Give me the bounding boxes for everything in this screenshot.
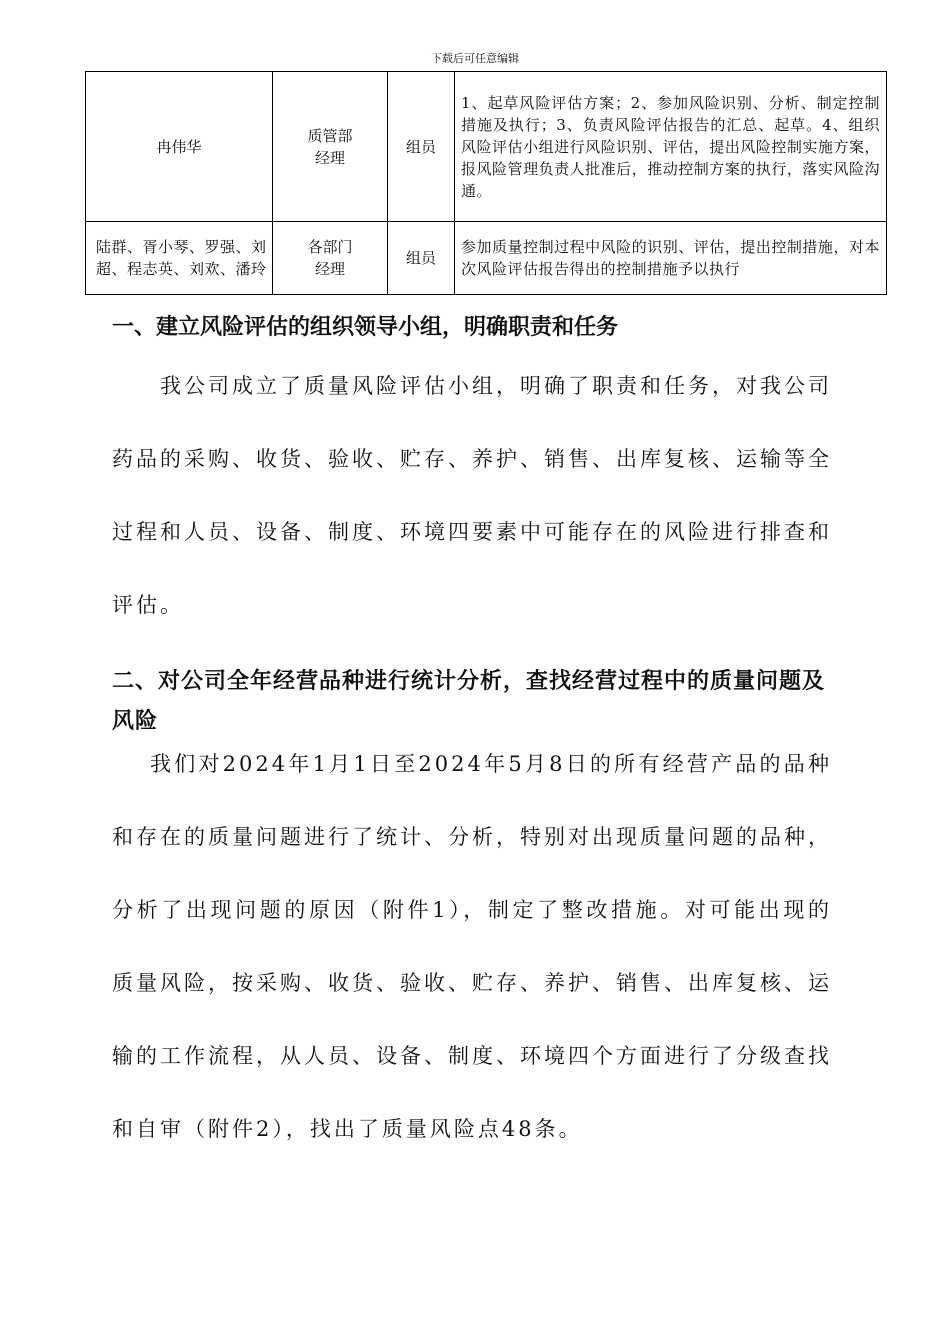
section-body: 我们对2024年1月1日至2024年5月8日的所有经营产品的品种和存在的质量问题进行了统计、分析，特别对出现质量问题的品种，分析了出现问题的原因（附件1），制定了整改措施。对可能出现的质量风险，按采购、收货、验收、贮存、养护、销售、出库复核、运输的工作流程，从人员、设备、制度、环境四个方面进行了分级查找和自审（附件2），找出了质量风险点48条。 — [112, 752, 832, 1141]
section-heading: 一、建立风险评估的组织领导小组，明确职责和任务 — [112, 314, 619, 340]
position-cell: 质管部 经理 — [273, 72, 388, 222]
table-row — [86, 72, 887, 222]
position-cell: 各部门 经理 — [273, 222, 388, 295]
role-cell: 组员 — [388, 72, 455, 222]
download-note: 下载后可任意编辑 — [431, 52, 519, 65]
section-heading: 二、对公司全年经营品种进行统计分析，查找经营过程中的质量问题及风险 — [112, 668, 826, 734]
duties-cell: 参加质量控制过程中风险的识别、评估，提出控制措施，对本次风险评估报告得出的控制措施予以执行 — [455, 222, 887, 295]
section-body: 我公司成立了质量风险评估小组，明确了职责和任务，对我公司药品的采购、收货、验收、贮存、养护、销售、出库复核、运输等全过程和人员、设备、制度、环境四要素中可能存在的风险进行排查和评估。 — [112, 374, 832, 617]
role-cell: 组员 — [388, 222, 455, 295]
member-name-cell: 冉伟华 — [86, 72, 273, 222]
member-name-cell: 陆群、胥小琴、罗强、刘超、程志英、刘欢、潘玲 — [86, 222, 273, 295]
risk-team-table — [85, 71, 887, 295]
duties-cell: 1、起草风险评估方案；2、参加风险识别、分析、制定控制措施及执行；3、负责风险评估报告的汇总、起草。4、组织风险评估小组进行风险识别、评估，提出风险控制实施方案，报风险管理负责人批准后，推动控制方案的执行，落实风险沟通。 — [455, 72, 887, 222]
table-row — [86, 222, 887, 295]
